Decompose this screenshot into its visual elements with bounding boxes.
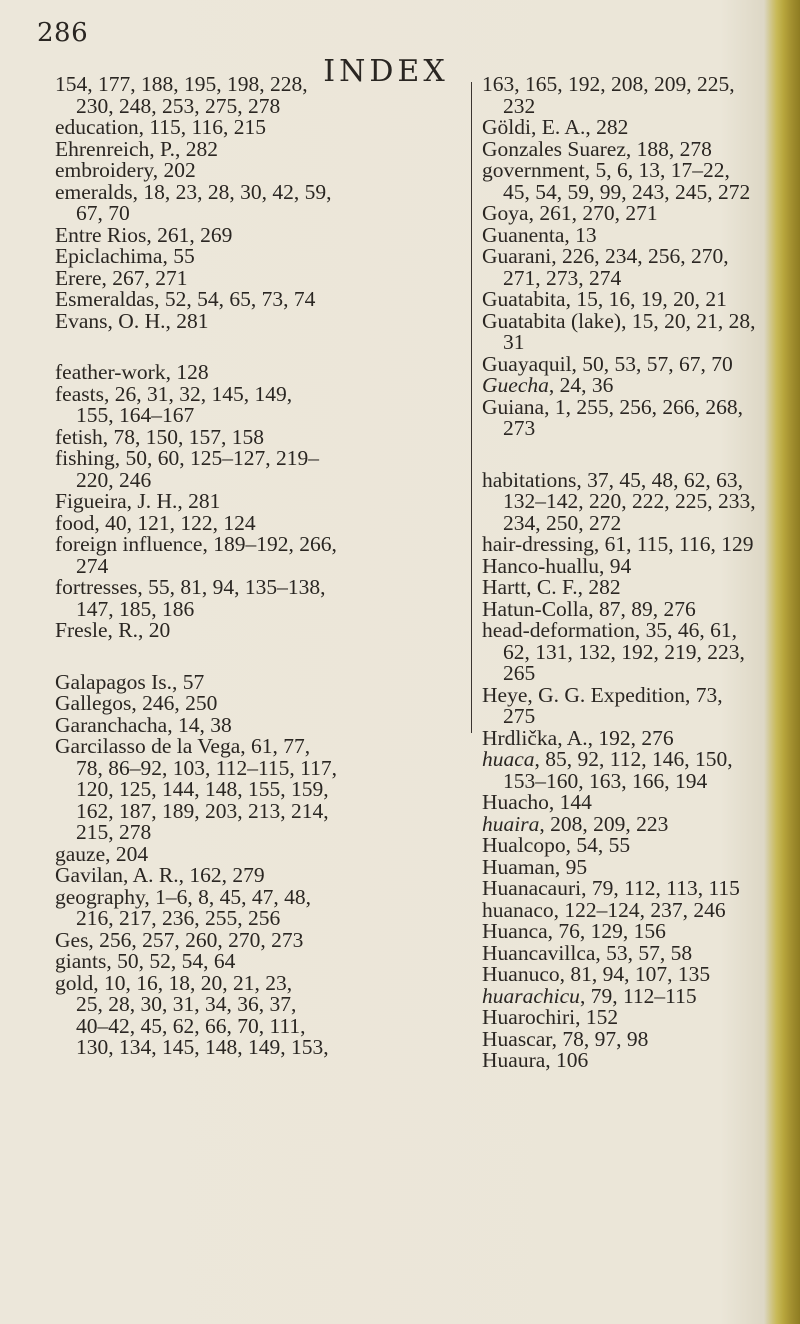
entry-line: 234, 250, 272: [503, 510, 622, 535]
entry-line: Guanenta, 13: [482, 222, 597, 247]
group-gap: [55, 332, 463, 362]
entry-line: Huascar, 78, 97, 98: [482, 1026, 649, 1051]
entry-line: Hatun-Colla, 87, 89, 276: [482, 596, 696, 621]
index-entry: [482, 921, 782, 943]
index-entry: [55, 970, 463, 1059]
index-entry: [482, 878, 782, 900]
index-entry: [55, 491, 463, 513]
entry-line: embroidery, 202: [55, 158, 196, 182]
index-entry: [482, 534, 782, 556]
entry-line: Huanca, 76, 129, 156: [482, 919, 666, 943]
entry-line: 162, 187, 189, 203, 213, 214,: [76, 798, 329, 823]
index-entry: [482, 246, 782, 289]
index-entry: [482, 308, 782, 354]
entry-line: habitations, 37, 45, 48, 62, 63,: [482, 467, 743, 492]
index-entry: [482, 289, 782, 311]
entry-line: fishing, 50, 60, 125–127, 219–: [55, 446, 319, 470]
entry-line: Epiclachima, 55: [55, 244, 195, 268]
entry-line: 265: [503, 661, 536, 685]
entry-line: Hanco-huallu, 94: [482, 553, 632, 578]
entry-line: 40–42, 45, 62, 66, 70, 111,: [76, 1013, 306, 1038]
entry-line: Fresle, R., 20: [55, 618, 171, 642]
entry-line: , 24, 36: [548, 373, 614, 397]
index-entry: [482, 811, 782, 836]
entry-line: food, 40, 121, 122, 124: [55, 510, 256, 535]
index-entry: [55, 736, 463, 844]
index-entry: [55, 265, 463, 290]
index-entry: [482, 792, 782, 814]
index-entry: [55, 160, 463, 182]
index-entry: [55, 308, 463, 333]
index-entry: [55, 74, 463, 117]
entry-line: 215, 278: [76, 820, 152, 844]
entry-line: 155, 164–167: [76, 403, 195, 427]
entry-line: 78, 86–92, 103, 112–115, 117,: [76, 755, 337, 780]
index-entry: [55, 179, 463, 225]
entry-line: Hrdlička, A., 192, 276: [482, 725, 674, 750]
index-entry: [482, 596, 782, 621]
entry-line: Huanuco, 81, 94, 107, 135: [482, 962, 711, 986]
entry-line: 132–142, 220, 222, 225, 233,: [503, 489, 756, 513]
entry-line: 220, 246: [76, 467, 152, 492]
group-gap: [482, 440, 782, 470]
entry-line: 31: [503, 330, 525, 354]
index-entry: [55, 381, 463, 427]
column-divider: [471, 82, 472, 733]
entry-line: 25, 28, 30, 31, 34, 36, 37,: [76, 992, 297, 1016]
page-number: 286: [37, 18, 89, 48]
entry-line: Huaura, 106: [482, 1048, 589, 1072]
index-entry: [55, 362, 463, 384]
entry-line: Evans, O. H., 281: [55, 308, 209, 333]
index-entry: [55, 222, 463, 247]
entry-line: 130, 134, 145, 148, 149, 153,: [76, 1035, 329, 1059]
entry-line: 45, 54, 59, 99, 243, 245, 272: [503, 179, 751, 204]
entry-line: emeralds, 18, 23, 28, 30, 42, 59,: [55, 179, 332, 204]
index-entry: [55, 289, 463, 311]
entry-line: 275: [503, 704, 536, 728]
entry-line: , 208, 209, 223: [539, 811, 669, 836]
entry-line: feasts, 26, 31, 32, 145, 149,: [55, 381, 293, 406]
index-entry: [55, 577, 463, 620]
index-entry: [482, 577, 782, 599]
entry-line: head-deformation, 35, 46, 61,: [482, 618, 737, 642]
index-entry: [482, 983, 782, 1008]
entry-line: geography, 1–6, 8, 45, 47, 48,: [55, 884, 311, 909]
entry-line: Göldi, E. A., 282: [482, 115, 629, 139]
entry-line: Huancavillca, 53, 57, 58: [482, 940, 693, 965]
entry-line: Figueira, J. H., 281: [55, 489, 221, 513]
group-gap: [55, 642, 463, 672]
entry-line: 67, 70: [76, 201, 130, 225]
index-entry: [482, 375, 782, 397]
entry-line: Guayaquil, 50, 53, 57, 67, 70: [482, 351, 733, 376]
running-head: INDEX: [323, 54, 449, 89]
entry-line: gold, 10, 16, 18, 20, 21, 23,: [55, 970, 293, 995]
entry-line: Garcilasso de la Vega, 61, 77,: [55, 734, 311, 758]
entry-line: Guarani, 226, 234, 256, 270,: [482, 244, 729, 268]
index-entry: [55, 136, 463, 161]
index-entry: [482, 620, 782, 685]
entry-line: Huacho, 144: [482, 790, 592, 814]
entry-line: hair-dressing, 61, 115, 116, 129: [482, 532, 754, 556]
entry-line: 216, 217, 236, 255, 256: [76, 906, 281, 930]
entry-line: Hualcopo, 54, 55: [482, 833, 631, 857]
index-entry: [482, 682, 782, 728]
entry-line: Guatabita, 15, 16, 19, 20, 21: [482, 287, 727, 311]
index-entry: [55, 951, 463, 973]
index-entry: [55, 712, 463, 737]
index-entry: [55, 865, 463, 887]
index-entry: [55, 669, 463, 694]
entry-line: Guatabita (lake), 15, 20, 21, 28,: [482, 308, 756, 333]
entry-line: Goya, 261, 270, 271: [482, 201, 658, 225]
entry-line: fetish, 78, 150, 157, 158: [55, 424, 265, 449]
entry-line: 120, 125, 144, 148, 155, 159,: [76, 777, 329, 801]
entry-line: , 79, 112–115: [579, 983, 697, 1008]
index-entry: [482, 749, 782, 792]
index-entry: [482, 553, 782, 578]
index-entry: [55, 534, 463, 577]
entry-line: foreign influence, 189–192, 266,: [55, 532, 337, 556]
entry-line: Entre Rios, 261, 269: [55, 222, 233, 247]
entry-line: 153–160, 163, 166, 194: [503, 768, 708, 793]
index-entry: [55, 246, 463, 268]
index-entry: [55, 620, 463, 642]
entry-line: Heye, G. G. Expedition, 73,: [482, 682, 723, 707]
entry-line: government, 5, 6, 13, 17–22,: [482, 158, 730, 182]
index-entry: [482, 136, 782, 161]
index-entry: [482, 940, 782, 965]
entry-line: Erere, 267, 271: [55, 265, 188, 290]
entry-line: Huanacauri, 79, 112, 113, 115: [482, 876, 740, 900]
index-entry: [482, 1026, 782, 1051]
index-entry: [55, 117, 463, 139]
entry-line: Ges, 256, 257, 260, 270, 273: [55, 927, 304, 952]
entry-line: 163, 165, 192, 208, 209, 225,: [482, 72, 735, 96]
entry-line: education, 115, 116, 215: [55, 115, 266, 139]
index-entry: [55, 693, 463, 715]
entry-line: Esmeraldas, 52, 54, 65, 73, 74: [55, 287, 316, 311]
index-entry: [482, 351, 782, 376]
entry-line: 232: [503, 93, 536, 118]
entry-line: , 85, 92, 112, 146, 150,: [534, 747, 733, 771]
index-term-italic: huarachicu: [482, 983, 580, 1008]
entry-line: Guiana, 1, 255, 256, 266, 268,: [482, 394, 743, 419]
index-column-right: [482, 74, 782, 1072]
index-entry: [482, 835, 782, 857]
entry-line: feather-work, 128: [55, 360, 209, 384]
entry-line: Huaman, 95: [482, 854, 588, 879]
index-entry: [482, 160, 782, 203]
entry-line: giants, 50, 52, 54, 64: [55, 949, 236, 973]
index-entry: [482, 854, 782, 879]
entry-line: Ehrenreich, P., 282: [55, 136, 219, 161]
entry-line: Gallegos, 246, 250: [55, 691, 218, 715]
index-entry: [55, 510, 463, 535]
index-term-italic: huaca: [482, 747, 535, 771]
entry-line: Galapagos Is., 57: [55, 669, 205, 694]
index-entry: [55, 841, 463, 866]
entry-line: 147, 185, 186: [76, 596, 195, 621]
entry-line: Gavilan, A. R., 162, 279: [55, 863, 265, 887]
entry-line: Huarochiri, 152: [482, 1005, 619, 1029]
entry-line: Hartt, C. F., 282: [482, 575, 621, 599]
entry-line: 154, 177, 188, 195, 198, 228,: [55, 72, 308, 96]
entry-line: 274: [76, 553, 109, 578]
index-entry: [482, 725, 782, 750]
index-term-italic: huaira: [482, 811, 540, 836]
index-entry: [482, 394, 782, 440]
index-entry: [482, 964, 782, 986]
index-entry: [55, 424, 463, 449]
index-entry: [482, 897, 782, 922]
entry-line: Gonzales Suarez, 188, 278: [482, 136, 712, 161]
index-term-italic: Guecha: [482, 373, 549, 397]
index-entry: [482, 74, 782, 117]
entry-line: 271, 273, 274: [503, 265, 622, 290]
entry-line: fortresses, 55, 81, 94, 135–138,: [55, 575, 326, 599]
index-entry: [482, 1007, 782, 1029]
entry-line: 62, 131, 132, 192, 219, 223,: [503, 639, 745, 664]
entry-line: Garanchacha, 14, 38: [55, 712, 232, 737]
index-entry: [55, 927, 463, 952]
entry-line: huanaco, 122–124, 237, 246: [482, 897, 726, 922]
entry-line: 230, 248, 253, 275, 278: [76, 93, 281, 118]
index-entry: [482, 222, 782, 247]
index-column-left: [55, 74, 463, 1059]
index-entry: [482, 467, 782, 535]
index-entry: [482, 1050, 782, 1072]
index-entry: [482, 117, 782, 139]
index-entry: [55, 884, 463, 930]
entry-line: gauze, 204: [55, 841, 149, 866]
index-entry: [55, 448, 463, 491]
index-entry: [482, 203, 782, 225]
entry-line: 273: [503, 416, 536, 440]
